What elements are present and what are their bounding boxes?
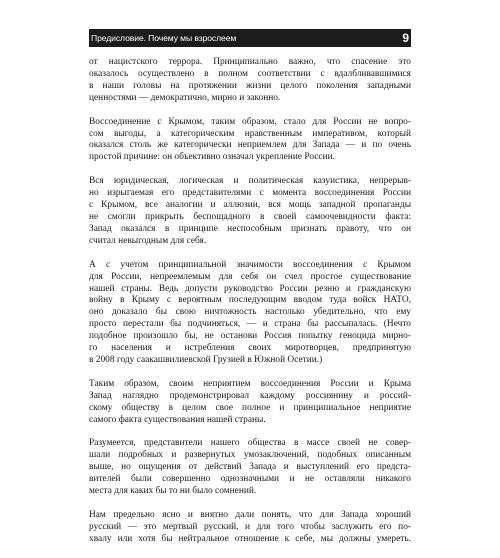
text-line: нашей страны. Ведь допусти руководство России резню и гражданскую — [89, 283, 411, 294]
text-line: сом выгоды, а категорическим нравственным императивом, который — [89, 128, 411, 139]
text-line: для России, непреемлемым для себя он счел простое существование — [89, 271, 411, 282]
page-number: 9 — [402, 31, 409, 45]
text-line: Нам предельно ясно и внятно дали понять, что для Запада хороший — [89, 510, 411, 520]
text-line: ценностями — демократично, мирно и законно. — [89, 92, 281, 103]
paragraph — [89, 379, 411, 427]
text-line: оказался столь же категорически неприемлем для Запада — и по очень — [89, 140, 411, 151]
text-line: просто перестали бы подчиняться, — и страна бы рассыпалась. (Нечто — [89, 319, 411, 330]
running-head — [89, 29, 411, 47]
text-line: Вся юридическая, логическая и политическая казуистика, непрерыв- — [89, 176, 411, 187]
paragraph — [89, 438, 411, 498]
text-line: Разумеется, представители нашего общества в массе своей не совер- — [89, 438, 411, 449]
text-line: го населения и истребления своих миротворцев, предпринятую — [89, 343, 411, 354]
text-line: но изрыгаемая его представителями с момента воссоединения России — [89, 188, 411, 199]
text-line: Запад оказался в принципе неспособным признать правоту, что он — [89, 223, 411, 234]
book-page — [89, 0, 411, 544]
text-line: Запад наглядно продемонстрировал каждому россиянину и россий- — [89, 390, 411, 401]
text-line: А с учетом принципиальной значимости воссоединения с Крымом — [89, 259, 411, 270]
text-line: скому обществу в целом свое полное и принципиальное неприятие — [89, 402, 411, 413]
text-line: шали подробных и развернутых умозаключений, подобных описанным — [89, 450, 411, 461]
text-line: места для каких бы то ни было сомнений. — [89, 486, 257, 497]
text-line: с Крымом, все аналогии и аллюзии, вся мощь западной пропаганды — [89, 200, 411, 211]
body-text — [89, 57, 411, 558]
text-line: от нацистского террора. Принципиально важно, что спасение это — [89, 57, 411, 67]
text-line: выше, но ощущения от действий Запада и выступлений его предста- — [89, 462, 411, 473]
text-line: в 2008 году саакашвилиевской Грузией в Южной Осетии.) — [89, 354, 323, 365]
paragraph — [89, 510, 411, 546]
text-line: вителей были совершенно однозначными и не оставляли никакого — [89, 474, 411, 485]
paragraph — [89, 260, 411, 367]
text-line: оно доказало бы свою ничтожность настолько убедительно, что ему — [89, 307, 411, 318]
text-line: русский — это мертвый русский, и для того чтобы заслужить его по- — [89, 521, 411, 532]
text-line: хвалу или хотя бы нейтральное отношение к себе, мы должны умереть. — [89, 533, 411, 544]
text-line: оказалось осуществлено в полном соответствии с вдалбливавшимися — [89, 68, 411, 79]
text-line: войну в Крыму с вероятным последующим вводом туда войск НАТО, — [89, 295, 411, 306]
text-line: не смогли прикрыть беспощадного в своей самоочевидности факта: — [89, 211, 411, 222]
text-line: простой причине: он объективно означал укрепление России. — [89, 152, 335, 163]
paragraph — [89, 117, 411, 165]
text-line: считал невыгодным для себя. — [89, 235, 207, 246]
running-title: Предисловие. Почему мы взрослеем — [91, 33, 237, 43]
text-line: самого факта существования нашей страны. — [89, 414, 266, 425]
paragraph — [89, 176, 411, 247]
paragraph — [89, 57, 411, 105]
text-line: в наши головы на протяжении жизни целого поколения западными — [89, 80, 411, 91]
text-line: подобное произошло бы, не останови Россия попытку геноцида мирно- — [89, 331, 411, 342]
text-line: Таким образом, своим неприятием воссоединения России и Крыма — [89, 378, 411, 389]
text-line: Воссоединение с Крымом, таким образом, стало для России не вопро- — [89, 116, 411, 127]
